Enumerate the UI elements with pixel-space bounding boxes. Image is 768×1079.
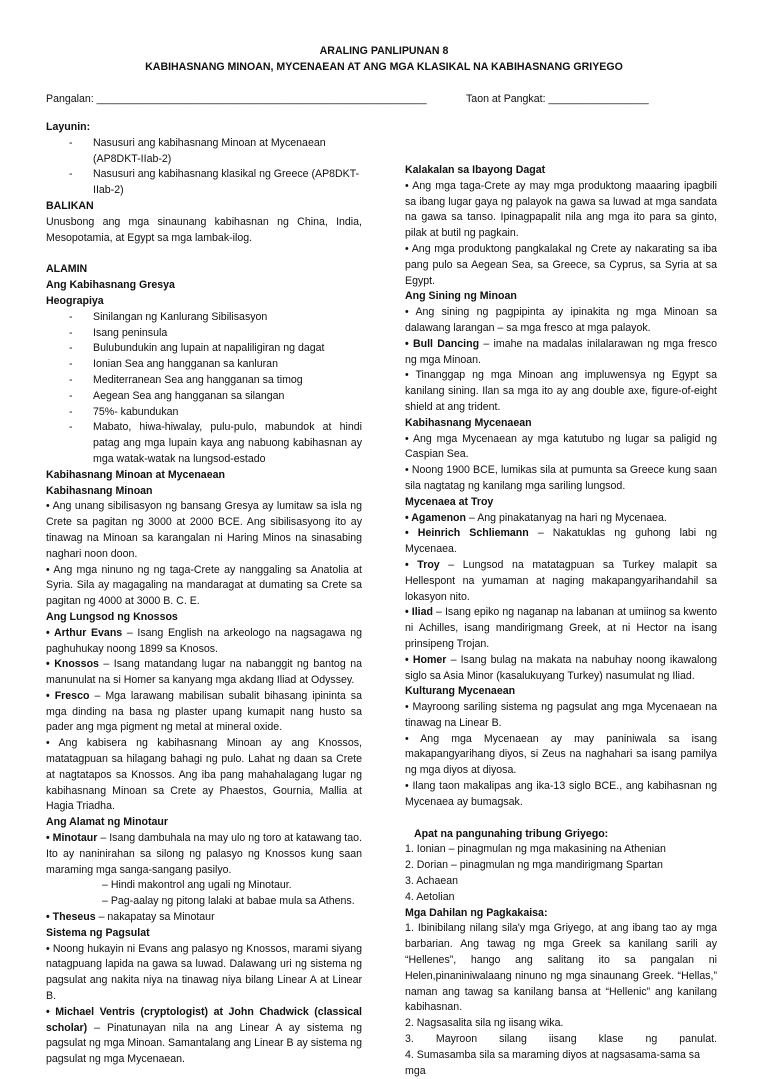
- reasons-list: [405, 921, 717, 1079]
- term: • Michael Ventris (cryptologist) at John Chadwick (classical scholar): [46, 1005, 362, 1034]
- list-item: - Ionian Sea ang hangganan sa kanluran: [46, 357, 362, 373]
- list-item: - Nasusuri ang kabihasnang Minoan at Mycenaean (AP8DKT-IIab-2): [46, 136, 362, 168]
- definition: – imahe na madalas inilalarawan ng mga fresco ng mga Minoan.: [405, 337, 717, 366]
- list-item: - Sinilangan ng Kanlurang Sibilisasyon: [46, 310, 362, 326]
- troy-item: [405, 526, 717, 558]
- term: • Homer: [405, 653, 447, 666]
- balikan-text: Unusbong ang mga sinaunang kabihasnan ng China, India, Mesopotamia, at Egypt sa mga lambak-ilog.: [46, 215, 362, 244]
- term: • Agamenon: [405, 511, 466, 524]
- tribu-heading: Apat na pangunahing tribung Griyego:: [414, 827, 609, 840]
- definition: – Isang bulag na makata na nabuhay noong ikawalong siglo sa Asia Minor (kasalukuyang Turkey) nasumulat ng Iliad.: [405, 653, 717, 682]
- list-item: – Pag-aalay ng pitong lalaki at babae mula sa Athens.: [102, 895, 355, 908]
- term: • Arthur Evans: [46, 626, 123, 639]
- knossos-heading: Ang Lungsod ng Knossos: [46, 610, 178, 623]
- theseus-item: [46, 910, 362, 926]
- layunin-heading: Layunin:: [46, 121, 91, 133]
- troy-item: [405, 558, 717, 605]
- kultura-paragraph: • Mayroong sariling sistema ng pagsulat ang mga Mycenaean na tinawag na Linear B.: [405, 701, 717, 729]
- minoan-heading: Kabihasnang Minoan: [46, 484, 153, 497]
- definition: – Lungsod na matatagpuan sa Turkey malapit sa Hellespont na yumaman at naging makapangyarihandahil sa lokasyon nito.: [405, 558, 717, 603]
- list-item: 3. Achaean: [405, 875, 459, 888]
- term: • Bull Dancing: [405, 337, 480, 350]
- term: • Iliad: [405, 606, 433, 619]
- term: • Heinrich Schliemann: [405, 527, 529, 540]
- definition: – Pinatunayan nila na ang Linear A ay sistema ng pagsulat ng mga Minoan. Samantalang ang Linear B ay sistema ng pagsulat ng mga Mycenaean.: [46, 1021, 362, 1066]
- mycenaean-paragraph: • Noong 1900 BCE, lumikas sila at pumunta sa Greece kung saan sila nagtatag ng kanilang mga sariling lungsod.: [405, 464, 717, 492]
- alamin-heading: ALAMIN: [46, 263, 88, 276]
- list-item: 1. Ibinibilang nilang sila'y mga Griyego, at ang ibang tao ay mga barbarian. Ang tawag ng mga Greek sa kanilang sarili ay “Hellenes”, hango ang salitang ito sa pangalan ni Helen,pinaniniwalaang ninuno ng mga sinaunang Greek. “Hellas,” naman ang tawag sa kanilang bansa at “Hellenic” ang kanilang kabihasnan.: [405, 922, 717, 1014]
- gresya-heading: Ang Kabihasnang Gresya: [46, 279, 175, 292]
- term: • Fresco: [46, 689, 90, 702]
- heograpiya-heading: Heograpiya: [46, 294, 104, 307]
- sining-paragraph: • Tinanggap ng mga Minoan ang impluwensya ng Egypt sa kanilang sining. Ilan sa mga ito ay ang double axe, figure-of-eight shield at ang trident.: [405, 369, 717, 413]
- list-item: - Mabato, hiwa-hiwalay, pulu-pulo, mabundok at hindi patag ang mga lupain kaya ang nabuong kabihasnan ay mga watak-watak na lungsod-estado: [46, 420, 362, 467]
- list-item: 2. Dorian – pinagmulan ng mga mandirigmang Spartan: [405, 859, 663, 872]
- right-column: [405, 163, 717, 1079]
- balikan-heading: BALIKAN: [46, 199, 94, 212]
- definition: – Nakatuklas ng guhong labi ng Mycenaea.: [405, 527, 717, 556]
- left-column: [46, 120, 362, 1068]
- sining-paragraph: • Ang sining ng pagpipinta ay ipinakita ng mga Minoan sa dalawang larangan – sa mga fresco at mga palayok.: [405, 306, 717, 334]
- minotaur-heading: Ang Alamat ng Minotaur: [46, 816, 169, 829]
- troy-item: [405, 511, 717, 527]
- term: • Theseus: [46, 911, 96, 924]
- subject-title: ARALING PANLIPUNAN 8: [319, 45, 449, 57]
- term: • Knossos: [46, 658, 99, 671]
- list-item: - Bulubundukin ang lupain at napaliligiran ng dagat: [46, 341, 362, 357]
- definition: – Isang matandang lugar na nabanggit ng bantog na manunulat na si Homer sa kanyang mga akdang Iliad at Odyssey.: [46, 658, 362, 687]
- list-item: – Hindi makontrol ang ugali ng Minotaur.: [102, 879, 292, 892]
- minoan-paragraph: • Ang unang sibilisasyon ng bansang Gresya ay lumitaw sa isla ng Crete sa pagitan ng 3000 at 2000 BCE. Ang sibilisasyong ito ay tinawag na Minoan sa karangalan ni Haring Minos na sinasabing naghari noon doon.: [46, 500, 362, 560]
- objectives-list: [46, 136, 362, 199]
- name-field: Pangalan: ________________________________________________________: [46, 93, 427, 105]
- term: • Minotaur: [46, 832, 98, 845]
- kultura-paragraph: • Ang mga Mycenaean ay may paniniwala sa isang makapangyarihang diyos, si Zeus na naghahari sa isang pamilya ng mga diyos at diyosa.: [405, 732, 717, 777]
- list-item: 2. Nagsasalita sila ng iisang wika.: [405, 1017, 564, 1030]
- troy-item: [405, 653, 717, 685]
- pagsulat-heading: Sistema ng Pagsulat: [46, 926, 150, 939]
- sining-heading: Ang Sining ng Minoan: [405, 290, 517, 303]
- kalakalan-heading: Kalakalan sa Ibayong Dagat: [405, 164, 546, 176]
- list-item: - 75%- kabundukan: [46, 405, 362, 421]
- list-item: 4. Sumasamba sila sa maraming diyos at nagsasama-sama sa mga: [405, 1048, 700, 1077]
- kultura-heading: Kulturang Mycenaean: [405, 685, 516, 698]
- knossos-item: [46, 657, 362, 689]
- list-item: 4. Aetolian: [405, 890, 455, 903]
- dahilan-heading: Mga Dahilan ng Pagkakaisa:: [405, 906, 548, 919]
- definition: – Mga larawang mabilisan subalit bihasang ipininta sa mga dinding na basa ng plaster upang kumapit nang husto sa pader ang mga pigment ng metal at mineral oxide.: [46, 689, 362, 734]
- definition: – Isang dambuhala na may ulo ng toro at katawang tao. Ito ay naninirahan sa silong ng palasyo ng Knossos kung saan maraming mga sanga-sangang pasilyo.: [46, 832, 362, 876]
- definition: – Ang pinakatanyag na hari ng Mycenaea.: [466, 511, 667, 524]
- bull-item: [405, 337, 717, 369]
- list-item: - Isang peninsula: [46, 326, 362, 342]
- definition: – Isang epiko ng naganap na labanan at umiinog sa kwento ni Achilles, isang mandirigmang Greek, at ni Hector na isang prinsipeng Trojan.: [405, 606, 717, 650]
- geography-list: [46, 310, 362, 468]
- minoan-mycenaean-heading: Kabihasnang Minoan at Mycenaean: [46, 468, 225, 481]
- list-item: - Aegean Sea ang hangganan sa silangan: [46, 389, 362, 405]
- definition: – nakapatay sa Minotaur: [95, 911, 215, 924]
- minotaur-sublist: [46, 878, 362, 910]
- definition: – Isang English na arkeologo na nagsagawa ng paghuhukay noong 1899 sa Knosos.: [46, 626, 363, 655]
- kalakalan-paragraph: • Ang mga produktong pangkalakal ng Crete ay nakarating sa iba pang pulo sa Aegean Sea, sa Greece, sa Cyprus, sa Syria at sa Egypt.: [405, 242, 717, 287]
- knossos-paragraph: • Ang kabisera ng kabihasnang Minoan ay ang Knossos, matatagpuan sa hilagang bahagi ng pulo. Lahat ng daan sa Crete at nagtatapos sa Knossos. Ang iba pang mahahalagang lugar ng kabihasnang Minoan sa Crete ay Phaestos, Gournia, Mallia at Hagia Triadha.: [46, 737, 362, 813]
- list-item: - Mediterranean Sea ang hangganan sa timog: [46, 373, 362, 389]
- term: • Troy: [405, 558, 440, 571]
- pagsulat-paragraph: • Noong hukayin ni Evans ang palasyo ng Knossos, marami siyang natagpuang lapida na gawa sa luwad. Dalawang uri ng sistema ng pagsulat ang nakita niya na tinawag niya bilang Linear A at Linear B.: [46, 942, 362, 1003]
- kultura-paragraph: • Ilang taon makalipas ang ika-13 siglo BCE., ang kabihasnan ng Mycenaea ay bumagsak.: [405, 780, 717, 808]
- list-item: 1. Ionian – pinagmulan ng mga makasining na Athenian: [405, 843, 666, 856]
- troy-item: [405, 605, 717, 652]
- troy-heading: Mycenaea at Troy: [405, 495, 494, 508]
- grade-section-field: Taon at Pangkat: _________________: [466, 93, 649, 105]
- mycenaean-heading: Kabihasnang Mycenaean: [405, 416, 532, 429]
- tribes-list: [405, 842, 717, 905]
- list-item: 3. Mayroon silang iisang klase ng panulat.: [405, 1033, 717, 1046]
- document-title: KABIHASNANG MINOAN, MYCENAEAN AT ANG MGA KLASIKAL NA KABIHASNANG GRIYEGO: [145, 61, 623, 73]
- knossos-item: [46, 689, 362, 736]
- ventris-item: [46, 1005, 362, 1068]
- knossos-item: [46, 626, 362, 658]
- kalakalan-paragraph: • Ang mga taga-Crete ay may mga produktong maaaring ipagbili sa ibang lugar gaya ng palayok na gawa sa luwad at mga sandata na gawa sa tanso. Ipinagpapalit nila ang mga ito para sa ginto, pilak at butil ng pagkain.: [405, 179, 717, 240]
- minotaur-item: [46, 831, 362, 878]
- list-item: - Nasusuri ang kabihasnang klasikal ng Greece (AP8DKT-IIab-2): [46, 167, 362, 199]
- minoan-paragraph: • Ang mga ninuno ng ng taga-Crete ay nanggaling sa Anatolia at Syria. Sila ay magagaling na mandaragat at dumating sa Crete sa pagitan ng 4000 at 3000 B. C. E.: [46, 563, 362, 608]
- mycenaean-paragraph: • Ang mga Mycenaean ay mga katutubo ng lugar sa paligid ng Caspian Sea.: [405, 432, 717, 461]
